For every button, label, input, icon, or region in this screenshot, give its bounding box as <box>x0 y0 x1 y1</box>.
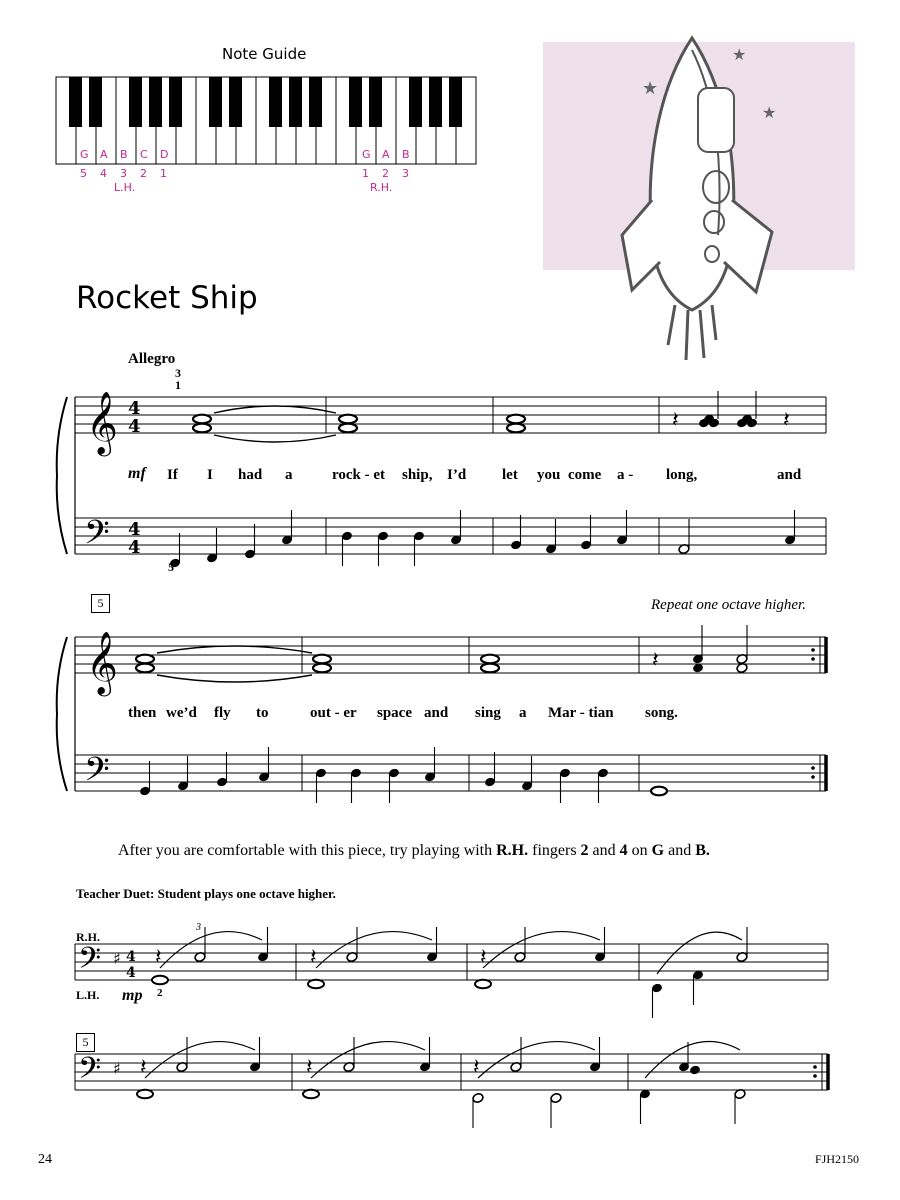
slur <box>316 932 432 968</box>
black-key <box>369 77 382 127</box>
finger-number: 3 <box>120 167 127 180</box>
bass-clef-icon: 𝄢 <box>78 1052 102 1093</box>
quarter-rest-icon: 𝄽 <box>652 648 659 673</box>
slur <box>160 932 262 968</box>
quarter-rest-icon: 𝄽 <box>140 1055 147 1080</box>
whole-note <box>137 1090 153 1099</box>
lyric: rock - et <box>332 467 386 483</box>
whole-note <box>303 1090 319 1099</box>
quarter-rest-icon: 𝄽 <box>310 945 317 970</box>
lyric: song. <box>645 705 678 721</box>
sharp-icon: ♯ <box>113 949 121 968</box>
time-signature: 4 <box>126 949 136 965</box>
treble-clef-icon: 𝄞 <box>86 391 118 454</box>
lyric: Mar - tian <box>548 705 614 721</box>
lyric: fly <box>214 705 231 721</box>
lyric: then <box>128 705 157 721</box>
black-key <box>309 77 322 127</box>
quarter-rest-icon: 𝄽 <box>672 408 679 433</box>
repeat-instruction: Repeat one octave higher. <box>651 597 806 613</box>
tie <box>157 646 312 653</box>
brace <box>57 637 67 791</box>
star-icon: ★ <box>732 47 747 64</box>
slur <box>145 1042 255 1078</box>
key-letter: B <box>120 148 128 161</box>
dynamic-mf: mf <box>128 465 146 482</box>
repeat-dot <box>811 766 815 770</box>
brace <box>57 397 67 554</box>
lyric: had <box>238 467 263 483</box>
dynamic-mp: mp <box>122 987 143 1004</box>
whole-note <box>475 980 491 989</box>
lyric: ship, <box>402 467 433 483</box>
notehead <box>689 1065 701 1076</box>
rocket-window <box>698 88 734 152</box>
lyric: to <box>256 705 269 721</box>
whole-note <box>313 664 331 673</box>
treble-clef-icon: 𝄞 <box>86 631 118 694</box>
finger-number: 1 <box>362 167 369 180</box>
black-key <box>69 77 82 127</box>
key-letter: G <box>80 148 89 161</box>
whole-note <box>313 655 331 664</box>
page-number: 24 <box>38 1152 52 1167</box>
tie <box>157 675 312 682</box>
bass-clef-icon: 𝄢 <box>78 942 102 983</box>
note-guide-title: Note Guide <box>222 45 307 63</box>
duet-measure-number: 5 <box>76 1033 95 1052</box>
black-key <box>349 77 362 127</box>
black-key <box>409 77 422 127</box>
finger-number: 5 <box>80 167 87 180</box>
time-signature: 4 <box>128 398 141 419</box>
quarter-rest-icon: 𝄽 <box>783 408 790 433</box>
lyric: long, <box>666 467 698 483</box>
repeat-dot <box>811 775 815 779</box>
black-key <box>269 77 282 127</box>
whole-note <box>651 787 667 796</box>
quarter-rest-icon: 𝄽 <box>473 1055 480 1080</box>
fingering-bottom: 1 <box>175 378 181 392</box>
lyric: you <box>537 467 561 483</box>
key-letter: B <box>402 148 410 161</box>
lh-label: L.H. <box>114 181 136 194</box>
lyric: we’d <box>166 705 197 721</box>
key-letter: C <box>140 148 148 161</box>
tie <box>214 435 336 442</box>
finger-number: 2 <box>140 167 147 180</box>
time-signature: 4 <box>128 537 141 558</box>
repeat-dot <box>811 657 815 661</box>
whole-note <box>507 415 525 424</box>
lh-fingering: 5 <box>168 560 174 574</box>
practice-instruction: After you are comfortable with this piece, try playing with R.H. fingers 2 and 4 on G and B. <box>118 842 710 859</box>
whole-note <box>193 424 211 433</box>
finger-number: 4 <box>100 167 107 180</box>
key-letter: A <box>382 148 390 161</box>
whole-note <box>136 664 154 673</box>
lyric: sing <box>475 705 501 721</box>
time-signature: 4 <box>126 965 136 981</box>
black-key <box>209 77 222 127</box>
lyric: out - er <box>310 705 357 721</box>
black-key <box>149 77 162 127</box>
duet-system-1 <box>75 927 828 1018</box>
key-letter: D <box>160 148 169 161</box>
finger-number: 3 <box>402 167 409 180</box>
rh-label: R.H. <box>370 181 393 194</box>
black-key <box>229 77 242 127</box>
fingering-top: 3 <box>175 366 181 380</box>
rocket-illustration <box>543 38 855 360</box>
time-signature: 4 <box>128 416 141 437</box>
star-icon: ★ <box>762 105 777 122</box>
black-key <box>129 77 142 127</box>
rocket-flame <box>668 305 716 360</box>
lyric: If <box>167 467 178 483</box>
duet-rh-label: R.H. <box>76 930 100 944</box>
lyric: a - <box>617 467 634 483</box>
duet-lh-label: L.H. <box>76 988 100 1002</box>
repeat-dot <box>813 1074 817 1078</box>
bass-clef-icon: 𝄢 <box>84 514 110 560</box>
key-letter: G <box>362 148 371 161</box>
black-key <box>449 77 462 127</box>
bass-clef-icon: 𝄢 <box>84 751 110 797</box>
catalog-code: FJH2150 <box>815 1152 860 1166</box>
duet-fingering: 2 <box>157 987 163 999</box>
lyric: a <box>285 467 293 483</box>
lyric: I <box>207 467 213 483</box>
lyric: and <box>777 467 802 483</box>
key-letter: A <box>100 148 108 161</box>
measure-number: 5 <box>91 594 110 613</box>
lyric: and <box>424 705 449 721</box>
lyric: let <box>502 467 518 483</box>
black-key <box>89 77 102 127</box>
slur <box>311 1042 425 1078</box>
whole-note <box>136 655 154 664</box>
notehead <box>472 1093 484 1104</box>
tempo-marking: Allegro <box>128 351 176 367</box>
black-key <box>289 77 302 127</box>
whole-note <box>193 415 211 424</box>
finger-number: 1 <box>160 167 167 180</box>
finger-number: 2 <box>382 167 389 180</box>
black-key <box>429 77 442 127</box>
whole-note <box>481 655 499 664</box>
triplet-mark: 3 <box>196 922 201 933</box>
keyboard-diagram <box>56 77 476 164</box>
lyric: a <box>519 705 527 721</box>
whole-note <box>308 980 324 989</box>
tie <box>214 406 336 413</box>
repeat-dot <box>811 648 815 652</box>
lyric: I’d <box>447 467 467 483</box>
whole-note <box>339 415 357 424</box>
quarter-rest-icon: 𝄽 <box>155 945 162 970</box>
teacher-duet-heading: Teacher Duet: Student plays one octave higher. <box>76 886 336 901</box>
slur <box>483 932 600 968</box>
song-title: Rocket Ship <box>76 280 258 316</box>
sharp-icon: ♯ <box>113 1059 121 1078</box>
whole-note <box>507 424 525 433</box>
whole-note <box>152 976 168 985</box>
star-icon: ★ <box>642 78 659 98</box>
notehead <box>550 1093 562 1104</box>
whole-note <box>339 424 357 433</box>
lyric: come <box>568 467 602 483</box>
time-signature: 4 <box>128 519 141 540</box>
slur <box>478 1042 595 1078</box>
duet-system-2 <box>75 1037 828 1128</box>
quarter-rest-icon: 𝄽 <box>306 1055 313 1080</box>
lyric: space <box>377 705 412 721</box>
black-key <box>169 77 182 127</box>
whole-note <box>481 664 499 673</box>
quarter-rest-icon: 𝄽 <box>480 945 487 970</box>
repeat-dot <box>813 1065 817 1069</box>
